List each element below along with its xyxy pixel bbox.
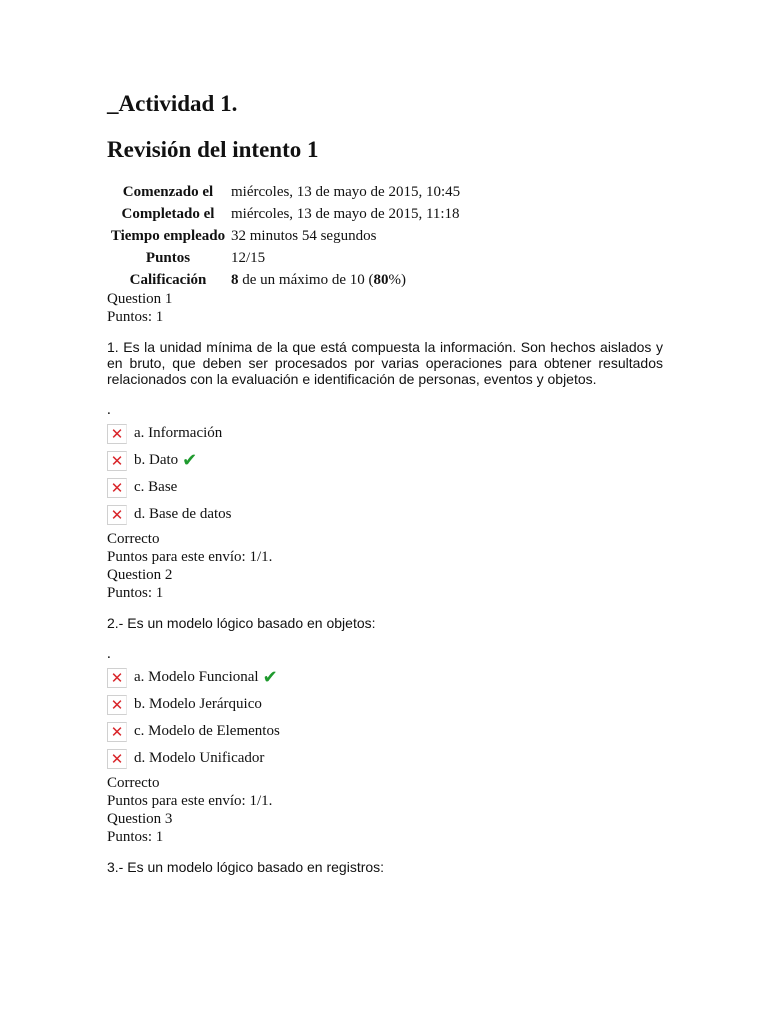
answer-option[interactable] — [107, 474, 663, 501]
answer-label: c. Base — [134, 479, 178, 495]
summary-value: miércoles, 13 de mayo de 2015, 10:45 — [231, 183, 461, 200]
summary-label: Comenzado el — [122, 183, 214, 200]
check-mark-icon: ✔ — [182, 450, 198, 471]
question-block — [107, 566, 663, 810]
question-dot: . — [107, 646, 111, 662]
grade-middle: de un máximo de 10 ( — [238, 271, 374, 288]
summary-label: Puntos — [145, 249, 191, 266]
question-header: Question 2 — [107, 567, 173, 583]
x-mark-icon: ✕ — [107, 668, 127, 688]
answer-option[interactable] — [107, 447, 663, 474]
x-mark-icon: ✕ — [107, 749, 127, 769]
answer-option[interactable] — [107, 420, 663, 447]
grade-value — [229, 269, 460, 291]
question-text: 2.- Es un modelo lógico basado en objetos: — [107, 615, 376, 631]
result-status: Correcto — [107, 531, 160, 547]
answer-list — [107, 420, 663, 528]
summary-row — [107, 247, 460, 269]
grade-score: 8 — [231, 271, 239, 288]
question-text: 1. Es la unidad mínima de la que está compuesta la información. Son hechos aislados y en bruto, que deben ser procesados por varias operaciones para obtener resultados relacionados con la evaluación e identificación de personas, eventos y objetos. — [107, 339, 663, 387]
summary-row — [107, 181, 460, 203]
result-score: Puntos para este envío: 1/1. — [107, 793, 273, 809]
answer-label: b. Dato — [134, 452, 179, 468]
summary-row — [107, 203, 460, 225]
summary-value: 32 minutos 54 segundos — [231, 227, 377, 244]
question-block — [107, 810, 663, 875]
x-mark-icon: ✕ — [107, 424, 127, 444]
summary-label: Tiempo empleado — [110, 227, 226, 244]
grade-end: %) — [388, 271, 406, 288]
summary-row — [107, 225, 460, 247]
grade-label: Calificación — [129, 271, 207, 288]
question-text: 3.- Es un modelo lógico basado en registros: — [107, 859, 385, 875]
answer-label: a. Información — [134, 425, 223, 441]
question-dot: . — [107, 402, 111, 418]
result-score: Puntos para este envío: 1/1. — [107, 549, 273, 565]
answer-label: c. Modelo de Elementos — [134, 723, 280, 739]
answer-label: d. Modelo Unificador — [134, 750, 265, 766]
answer-label: b. Modelo Jerárquico — [134, 696, 262, 712]
summary-value: 12/15 — [231, 249, 266, 266]
summary-label: Completado el — [121, 205, 215, 222]
question-points: Puntos: 1 — [107, 309, 164, 325]
answer-list — [107, 664, 663, 772]
x-mark-icon: ✕ — [107, 505, 127, 525]
summary-row-grade — [107, 269, 460, 291]
answer-option[interactable] — [107, 664, 663, 691]
question-header: Question 1 — [107, 291, 173, 307]
question-block — [107, 290, 663, 566]
answer-label: a. Modelo Funcional — [134, 669, 259, 685]
grade-percent: 80 — [373, 271, 389, 288]
question-header: Question 3 — [107, 811, 173, 827]
answer-option[interactable] — [107, 718, 663, 745]
review-title: Revisión del intento 1 — [107, 137, 319, 162]
answer-option[interactable] — [107, 501, 663, 528]
x-mark-icon: ✕ — [107, 695, 127, 715]
x-mark-icon: ✕ — [107, 478, 127, 498]
x-mark-icon: ✕ — [107, 722, 127, 742]
questions-section — [107, 290, 663, 875]
attempt-summary-table — [107, 181, 460, 291]
check-mark-icon: ✔ — [262, 667, 278, 688]
result-status: Correcto — [107, 775, 160, 791]
answer-option[interactable] — [107, 745, 663, 772]
answer-label: d. Base de datos — [134, 506, 232, 522]
x-mark-icon: ✕ — [107, 451, 127, 471]
summary-value: miércoles, 13 de mayo de 2015, 11:18 — [231, 205, 460, 222]
activity-title: _Actividad 1. — [107, 91, 238, 116]
question-points: Puntos: 1 — [107, 829, 164, 845]
answer-option[interactable] — [107, 691, 663, 718]
question-points: Puntos: 1 — [107, 585, 164, 601]
